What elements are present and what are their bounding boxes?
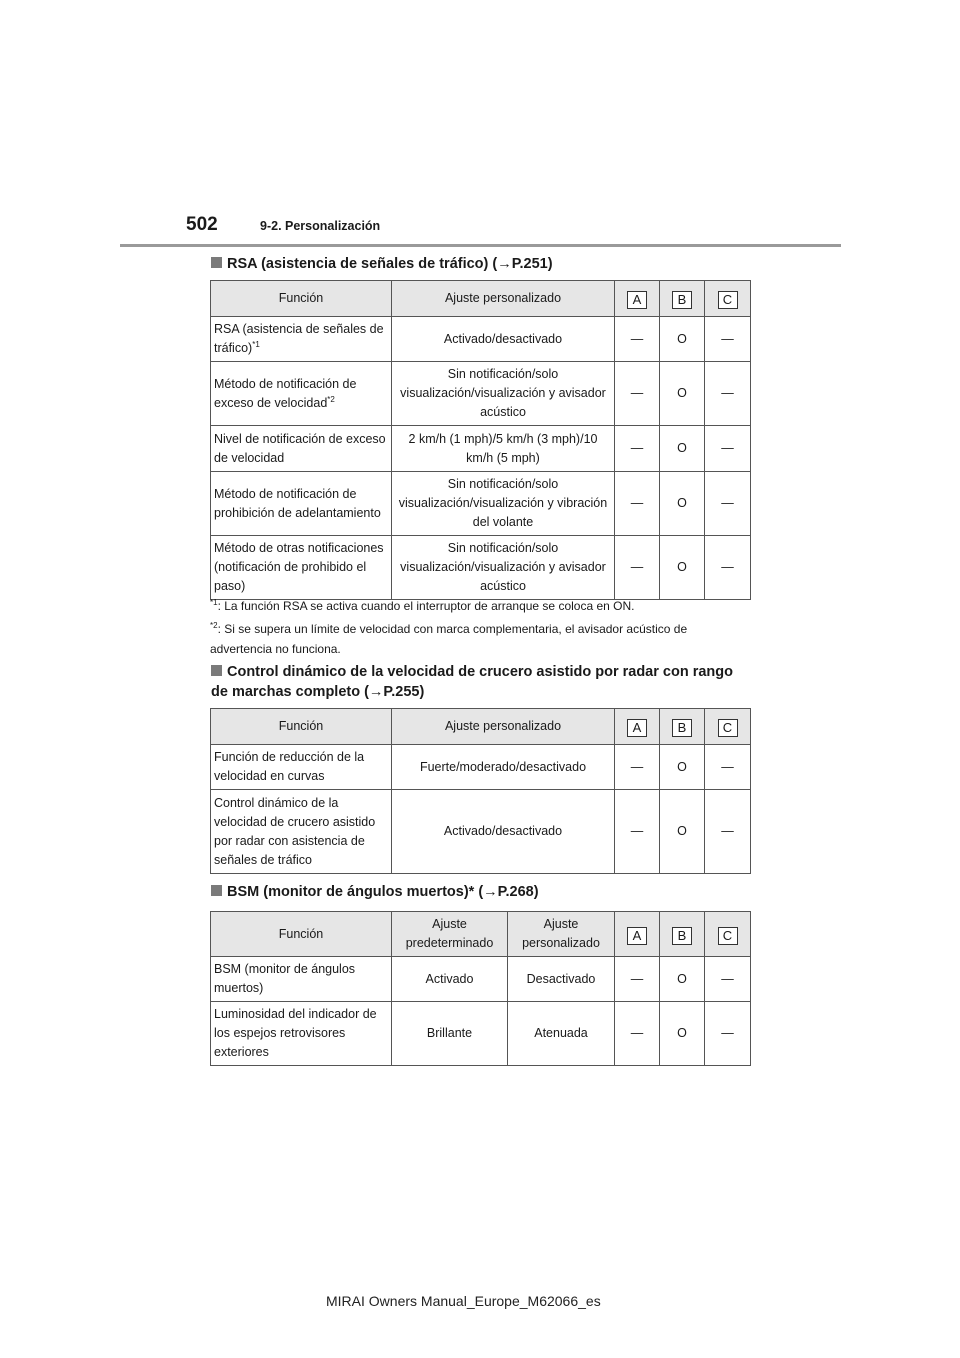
- c-cell: —: [705, 1002, 751, 1066]
- table-row: [211, 1002, 751, 1066]
- c-cell: —: [705, 790, 751, 874]
- table-row: [211, 426, 751, 472]
- table-row: [211, 957, 751, 1002]
- table-row: [211, 536, 751, 600]
- cruise-table: [210, 708, 751, 874]
- a-cell: —: [615, 957, 660, 1002]
- table-row: [211, 745, 751, 790]
- ajuste-cell: Sin notificación/solo visualización/visualización y avisador acústico: [392, 536, 615, 600]
- column-header-a: [615, 281, 660, 317]
- letter-a-icon: A: [627, 927, 647, 945]
- table-header-row: [211, 709, 751, 745]
- c-cell: —: [705, 957, 751, 1002]
- c-cell: —: [705, 362, 751, 426]
- predeterminado-cell: Brillante: [392, 1002, 508, 1066]
- square-bullet-icon: [211, 885, 222, 896]
- letter-c-icon: C: [718, 291, 738, 309]
- heading-text: BSM (monitor de ángulos muertos)* (→P.268): [227, 884, 539, 900]
- header-divider: [120, 244, 841, 247]
- table-row: [211, 317, 751, 362]
- ajuste-cell: 2 km/h (1 mph)/5 km/h (3 mph)/10 km/h (5 mph): [392, 426, 615, 472]
- b-cell: O: [660, 790, 705, 874]
- square-bullet-icon: [211, 665, 222, 676]
- funcion-cell: Método de otras notificaciones (notificación de prohibido el paso): [211, 536, 392, 600]
- column-header: Ajuste personalizado: [508, 912, 615, 957]
- b-cell: O: [660, 745, 705, 790]
- funcion-cell: RSA (asistencia de señales de tráfico)$^{*1}$: [211, 317, 392, 362]
- c-cell: —: [705, 317, 751, 362]
- c-cell: —: [705, 536, 751, 600]
- b-cell: O: [660, 472, 705, 536]
- a-cell: —: [615, 745, 660, 790]
- letter-b-icon: B: [672, 291, 692, 309]
- funcion-cell: Método de notificación de exceso de velocidad$^{*2}$: [211, 362, 392, 426]
- predeterminado-cell: Activado: [392, 957, 508, 1002]
- column-header: Ajuste predeterminado: [392, 912, 508, 957]
- column-header: Ajuste personalizado: [392, 281, 615, 317]
- funcion-cell: Método de notificación de prohibición de adelantamiento: [211, 472, 392, 536]
- column-header-b: [660, 709, 705, 745]
- c-cell: —: [705, 426, 751, 472]
- b-cell: O: [660, 317, 705, 362]
- letter-b-icon: B: [672, 719, 692, 737]
- footnote-1: $^{*1}$: La función RSA se activa cuando el interruptor de arranque se coloca en ON.: [210, 598, 635, 613]
- section-heading-cruise: [211, 662, 751, 702]
- table-header-row: [211, 281, 751, 317]
- column-header-a: [615, 709, 660, 745]
- section-title: 9-2. Personalización: [260, 219, 381, 233]
- a-cell: —: [615, 362, 660, 426]
- a-cell: —: [615, 426, 660, 472]
- ajuste-cell: Sin notificación/solo visualización/visualización y avisador acústico: [392, 362, 615, 426]
- table-row: [211, 790, 751, 874]
- ajuste-cell: Sin notificación/solo visualización/visualización y vibración del volante: [392, 472, 615, 536]
- heading-text: Control dinámico de la velocidad de crucero asistido por radar con rango de marchas completo (→P.255): [211, 664, 733, 700]
- letter-a-icon: A: [627, 291, 647, 309]
- footer-manual-id: MIRAI Owners Manual_Europe_M62066_es: [326, 1293, 601, 1309]
- personalizado-cell: Atenuada: [508, 1002, 615, 1066]
- column-header-c: [705, 281, 751, 317]
- column-header-b: [660, 912, 705, 957]
- b-cell: O: [660, 957, 705, 1002]
- letter-b-icon: B: [672, 927, 692, 945]
- column-header: Ajuste personalizado: [392, 709, 615, 745]
- rsa-table: [210, 280, 751, 600]
- footnote-2: $^{*2}$: Si se supera un límite de velocidad con marca complementaria, el avisador acústico de advertencia no funciona.: [210, 621, 688, 656]
- table-header-row: [211, 912, 751, 957]
- letter-a-icon: A: [627, 719, 647, 737]
- b-cell: O: [660, 426, 705, 472]
- page-number: 502: [186, 214, 218, 235]
- a-cell: —: [615, 790, 660, 874]
- ajuste-cell: Fuerte/moderado/desactivado: [392, 745, 615, 790]
- square-bullet-icon: [211, 257, 222, 268]
- b-cell: O: [660, 536, 705, 600]
- c-cell: —: [705, 745, 751, 790]
- section-heading-rsa: [211, 254, 553, 274]
- column-header-a: [615, 912, 660, 957]
- column-header: Función: [211, 281, 392, 317]
- funcion-cell: Función de reducción de la velocidad en curvas: [211, 745, 392, 790]
- column-header-c: [705, 709, 751, 745]
- ajuste-cell: Activado/desactivado: [392, 790, 615, 874]
- a-cell: —: [615, 317, 660, 362]
- column-header: Función: [211, 912, 392, 957]
- column-header: Función: [211, 709, 392, 745]
- funcion-cell: Nivel de notificación de exceso de velocidad: [211, 426, 392, 472]
- column-header-c: [705, 912, 751, 957]
- heading-text: RSA (asistencia de señales de tráfico) (→P.251): [227, 256, 553, 272]
- table-row: [211, 362, 751, 426]
- funcion-cell: Control dinámico de la velocidad de crucero asistido por radar con asistencia de señales de tráfico: [211, 790, 392, 874]
- funcion-cell: BSM (monitor de ángulos muertos): [211, 957, 392, 1002]
- table-row: [211, 472, 751, 536]
- ajuste-cell: Activado/desactivado: [392, 317, 615, 362]
- funcion-cell: Luminosidad del indicador de los espejos retrovisores exteriores: [211, 1002, 392, 1066]
- column-header-b: [660, 281, 705, 317]
- a-cell: —: [615, 472, 660, 536]
- a-cell: —: [615, 1002, 660, 1066]
- c-cell: —: [705, 472, 751, 536]
- b-cell: O: [660, 362, 705, 426]
- bsm-table: [210, 911, 751, 1066]
- personalizado-cell: Desactivado: [508, 957, 615, 1002]
- section-heading-bsm: [211, 882, 539, 902]
- letter-c-icon: C: [718, 927, 738, 945]
- b-cell: O: [660, 1002, 705, 1066]
- letter-c-icon: C: [718, 719, 738, 737]
- a-cell: —: [615, 536, 660, 600]
